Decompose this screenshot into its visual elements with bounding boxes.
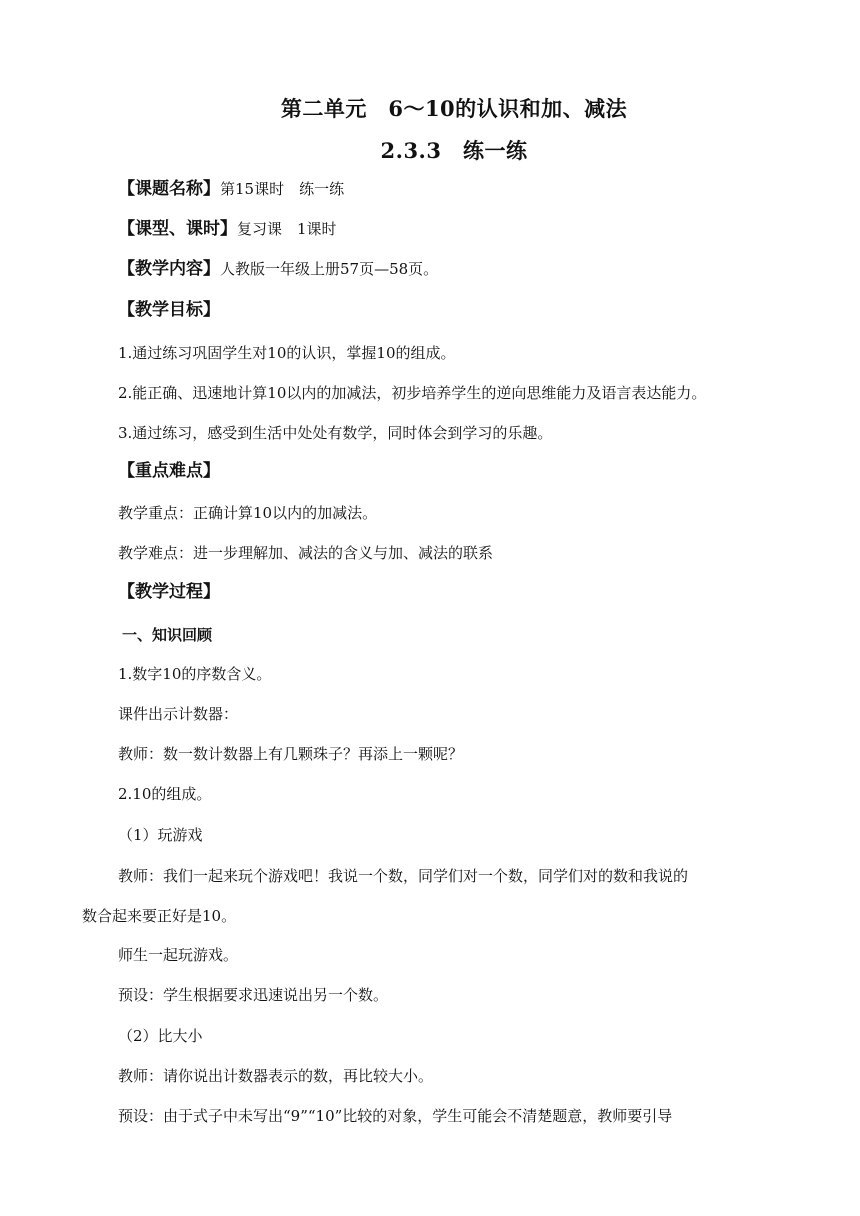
body-line: 课件出示计数器： [118,705,239,723]
lesson-title: 2.3.3 练一练 [380,138,528,163]
topic-value: 第15课时 练一练 [220,180,345,198]
type-field [118,218,337,240]
type-value: 复习课 1课时 [237,220,337,238]
goal-item: 2.能正确、迅速地计算10以内的加减法，初步培养学生的逆向思维能力及语言表达能力。 [118,384,707,402]
body-line: 数合起来要正好是10。 [82,907,237,925]
key-heading: 【重点难点】 [118,461,220,481]
process-heading: 【教学过程】 [118,582,220,602]
type-label: 【课型、课时】 [118,219,237,239]
goals-heading: 【教学目标】 [118,300,220,320]
goal-item: 3.通过练习，感受到生活中处处有数学，同时体会到学习的乐趣。 [118,424,553,442]
body-line: （1）玩游戏 [118,826,203,844]
body-line: 教师：数一数计数器上有几颗珠子？再添上一颗呢？ [118,745,464,763]
key-point: 教学难点：进一步理解加、减法的含义与加、减法的联系 [118,544,494,562]
content-field [118,258,438,280]
body-line: （2）比大小 [118,1027,203,1045]
body-line: 教师：我们一起来玩个游戏吧！我说一个数，同学们对一个数，同学们对的数和我说的 [118,867,689,885]
body-line: 1.数字10的序数含义。 [118,665,272,683]
unit-title: 第二单元 6～10的认识和加、减法 [280,96,628,121]
topic-field [118,178,344,200]
goal-item: 1.通过练习巩固学生对10的认识，掌握10的组成。 [118,344,456,362]
body-line: 预设：由于式子中未写出“9”“10”比较的对象，学生可能会不清楚题意，教师要引导 [118,1107,673,1125]
topic-label: 【课题名称】 [118,179,220,199]
body-line: 预设：学生根据要求迅速说出另一个数。 [118,986,389,1004]
section-heading: 一、知识回顾 [122,626,213,644]
body-line: 师生一起玩游戏。 [118,946,239,964]
body-line: 教师：请你说出计数器表示的数，再比较大小。 [118,1067,434,1085]
content-label: 【教学内容】 [118,259,220,279]
content-value: 人教版一年级上册57页—58页。 [220,260,439,278]
key-point: 教学重点：正确计算10以内的加减法。 [118,504,378,522]
body-line: 2.10的组成。 [118,785,212,803]
